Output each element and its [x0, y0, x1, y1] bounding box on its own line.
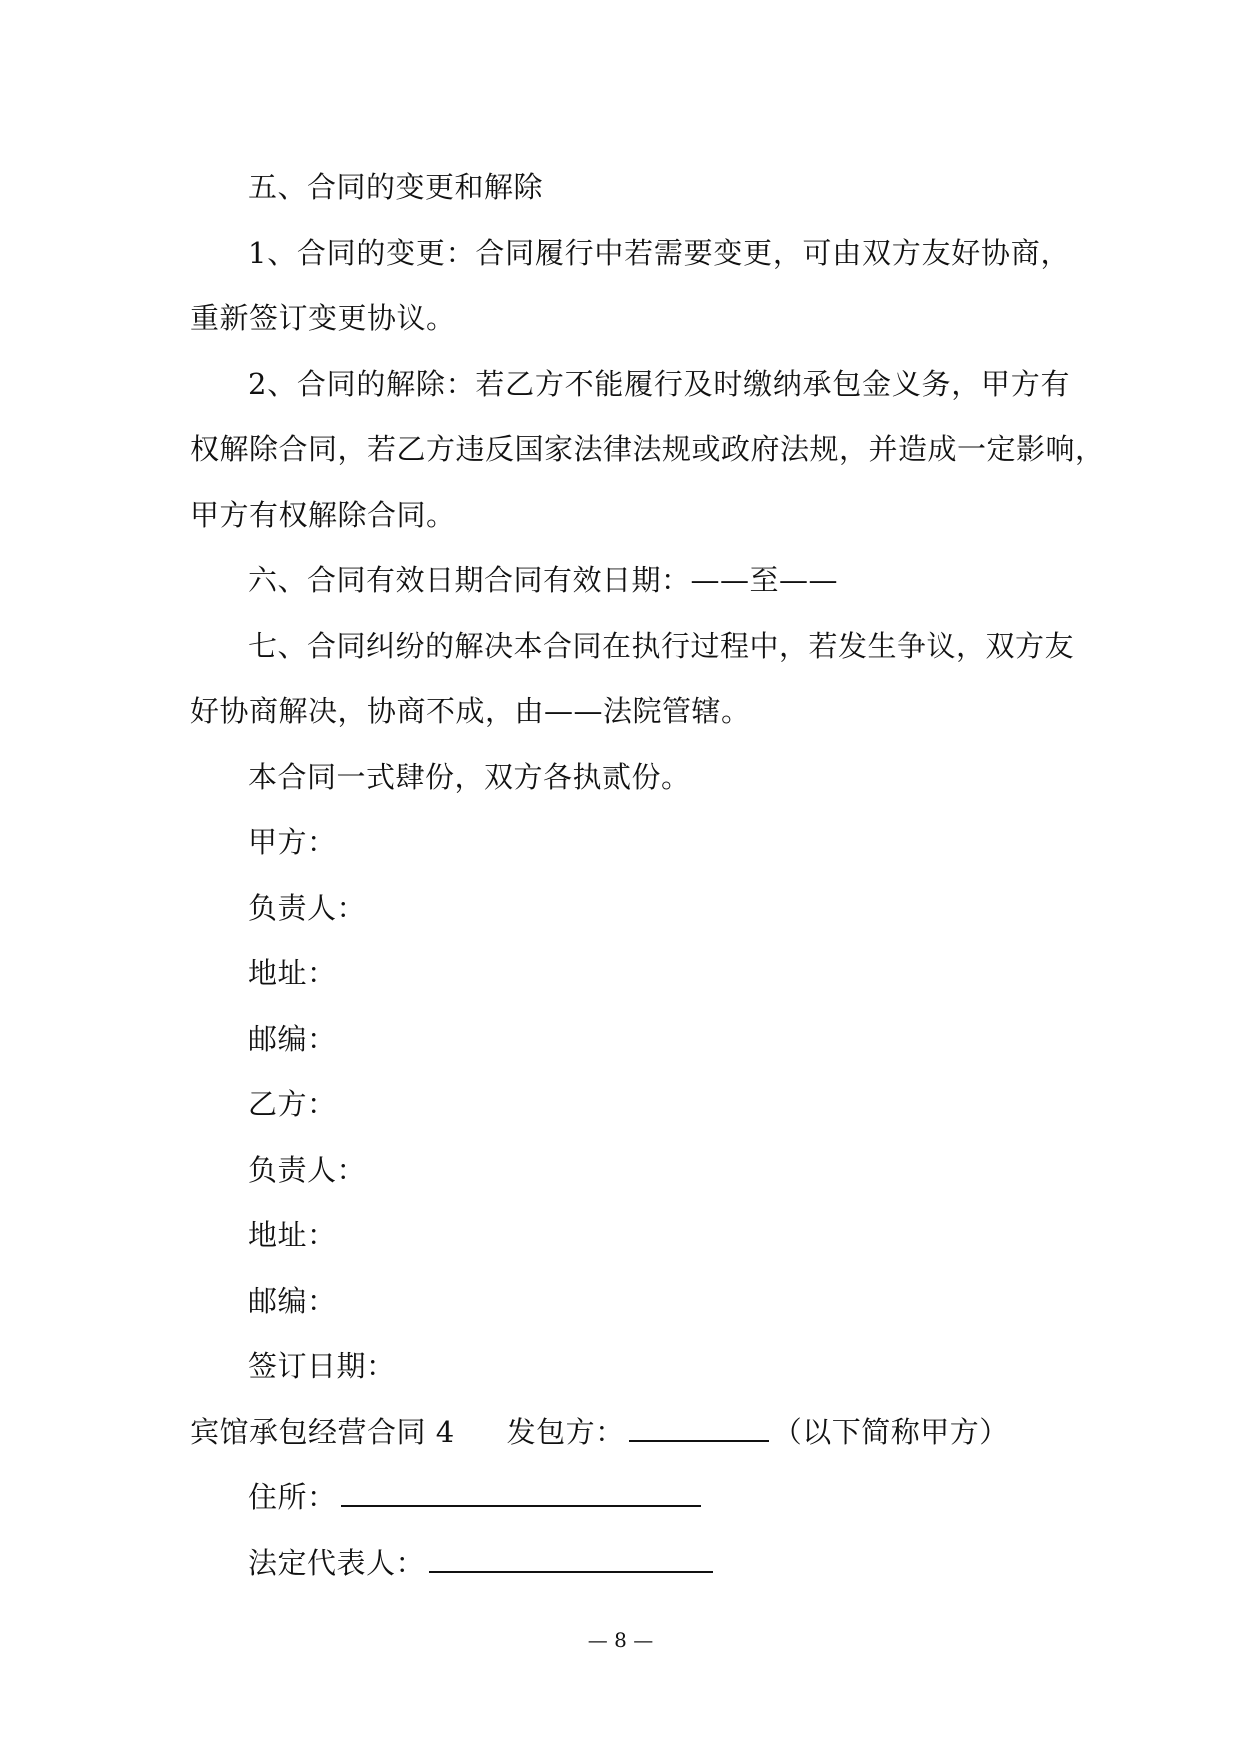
text-lines: [190, 155, 1105, 1400]
text-line: 乙方：: [248, 1087, 337, 1121]
contract4-party-label: 发包方：: [506, 1414, 625, 1449]
text-line: 五、合同的变更和解除: [248, 170, 544, 204]
rep-blank: [429, 1549, 713, 1573]
text-line: 负责人：: [248, 1152, 367, 1187]
text-line: 七、合同纠纷的解决本合同在执行过程中，若发生争议，双方友: [248, 628, 1075, 663]
text-line: 1、合同的变更：合同履行中若需要变更，可由双方友好协商，: [248, 235, 1070, 270]
party-blank: [629, 1418, 769, 1442]
text-line: 甲方有权解除合同。: [190, 497, 456, 532]
text-line: 签订日期：: [248, 1349, 396, 1383]
address-blank: [341, 1483, 701, 1507]
contract4-title: 宾馆承包经营合同 4: [190, 1414, 455, 1449]
contract4-rep-label: 法定代表人：: [248, 1545, 426, 1580]
text-line: 重新签订变更协议。: [190, 301, 456, 335]
contract4-rep-line: [190, 1531, 1070, 1597]
text-line: 2、合同的解除：若乙方不能履行及时缴纳承包金义务，甲方有: [248, 366, 1070, 401]
text-line: 本合同一式肆份，双方各执贰份。: [248, 759, 691, 794]
text-line: 地址：: [248, 956, 337, 990]
text-line: 权解除合同，若乙方违反国家法律法规或政府法规，并造成一定影响，: [190, 432, 1105, 466]
contract4-address-label: 住所：: [248, 1480, 337, 1514]
text-line: 甲方：: [248, 825, 337, 859]
contract4-address-line: [190, 1465, 1070, 1531]
text-line: 六、合同有效日期合同有效日期：——至——: [248, 563, 839, 597]
page-number: — 8 —: [587, 1628, 654, 1652]
text-line: 好协商解决，协商不成，由——法院管辖。: [190, 694, 751, 728]
text-line: 地址：: [248, 1218, 337, 1252]
text-line: 邮编：: [248, 1283, 337, 1318]
document-body: [190, 155, 1105, 1596]
text-line: 负责人：: [248, 890, 367, 925]
text-line: 邮编：: [248, 1021, 337, 1056]
contract4-heading-line: [190, 1400, 1070, 1466]
contract4-party-suffix: （以下简称甲方）: [772, 1414, 1009, 1449]
